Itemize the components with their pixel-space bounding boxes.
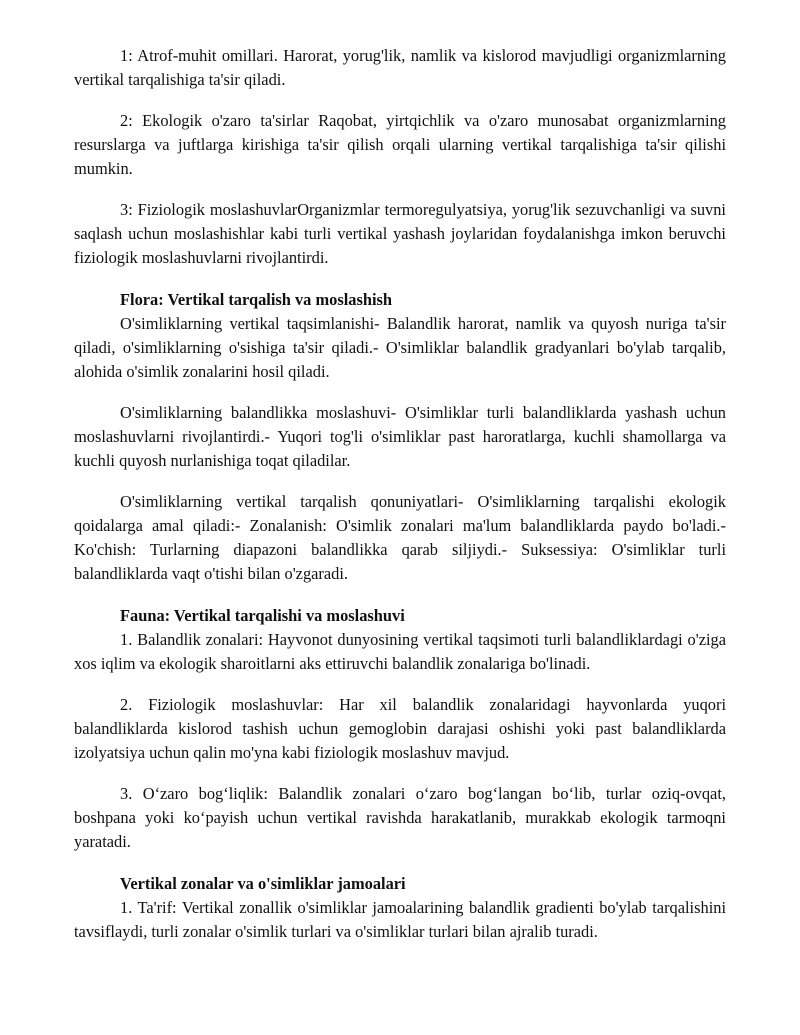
fauna-paragraph-1: 1. Balandlik zonalari: Hayvonot dunyosining vertikal taqsimoti turli balandliklardagi o'ziga xos iqlim va ekologik sharoitlarni aks ettiruvchi balandlik zonalariga bo'linadi. <box>74 630 726 673</box>
zones-heading: Vertikal zonalar va o'simliklar jamoalari <box>120 874 406 893</box>
document-page <box>74 44 726 944</box>
fauna-paragraph-2: 2. Fiziologik moslashuvlar: Har xil balandlik zonalaridagi hayvonlarda yuqori balandliklarda kislorod tashish uchun gemoglobin darajasi oshishi yoki past balandliklarda izolyatsiya uchun qalin mo'yna kabi fiziologik moslashuv mavjud. <box>74 695 726 762</box>
intro-paragraph-3: 3: Fiziologik moslashuvlarOrganizmlar termoregulyatsiya, yorug'lik sezuvchanligi va suvni saqlash uchun moslashishlar kabi turli vertikal yashash joylaridan foydalanishga imkon beruvchi fiziologik moslashuvlarni rivojlantirdi. <box>74 200 726 267</box>
intro-paragraph-2: 2: Ekologik o'zaro ta'sirlar Raqobat, yirtqichlik va o'zaro munosabat organizmlarning resurslarga va juftlarga kirishiga ta'sir qilish orqali ularning vertikal tarqalishiga ta'sir qilishi mumkin. <box>74 111 726 178</box>
flora-paragraph-3: O'simliklarning vertikal tarqalish qonuniyatlari- O'simliklarning tarqalishi ekologik qoidalarga amal qiladi:- Zonalanish: O'simlik zonalari ma'lum balandliklarda paydo bo'ladi.- Ko'chish: Turlarning diapazoni balandlikka qarab siljiydi.- Suksessiya: O'simliklar turli balandliklarda vaqt o'tishi bilan o'zgaradi. <box>74 492 726 583</box>
flora-paragraph-2: O'simliklarning balandlikka moslashuvi- O'simliklar turli balandliklarda yashash uchun moslashuvlarni rivojlantirdi.- Yuqori tog'li o'simliklar past haroratlarga, kuchli shamollarga va kuchli quyosh nurlanishiga toqat qiladilar. <box>74 403 726 470</box>
zones-paragraph-1: 1. Ta'rif: Vertikal zonallik o'simliklar jamoalarining balandlik gradienti bo'ylab tarqalishini tavsiflaydi, turli zonalar o'simlik turlari va o'simliklar turlari bilan ajralib turadi. <box>74 898 726 941</box>
fauna-heading: Fauna: Vertikal tarqalishi va moslashuvi <box>120 606 405 625</box>
flora-paragraph-1: O'simliklarning vertikal taqsimlanishi- Balandlik harorat, namlik va quyosh nuriga ta'sir qiladi, o'simliklarning o'sishiga ta'sir qiladi.- O'simliklar balandlik gradyanlari bo'ylab tarqalib, alohida o'simlik zonalarini hosil qiladi. <box>74 314 726 381</box>
fauna-paragraph-3: 3. O‘zaro bog‘liqlik: Balandlik zonalari o‘zaro bog‘langan bo‘lib, turlar oziq-ovqat, boshpana yoki ko‘payish uchun vertikal ravishda harakatlanib, murakkab ekologik tarmoqni yaratadi. <box>74 784 726 851</box>
intro-paragraph-1: 1: Atrof-muhit omillari. Harorat, yorug'lik, namlik va kislorod mavjudligi organizmlarning vertikal tarqalishiga ta'sir qiladi. <box>74 46 726 89</box>
flora-heading: Flora: Vertikal tarqalish va moslashish <box>120 290 392 309</box>
